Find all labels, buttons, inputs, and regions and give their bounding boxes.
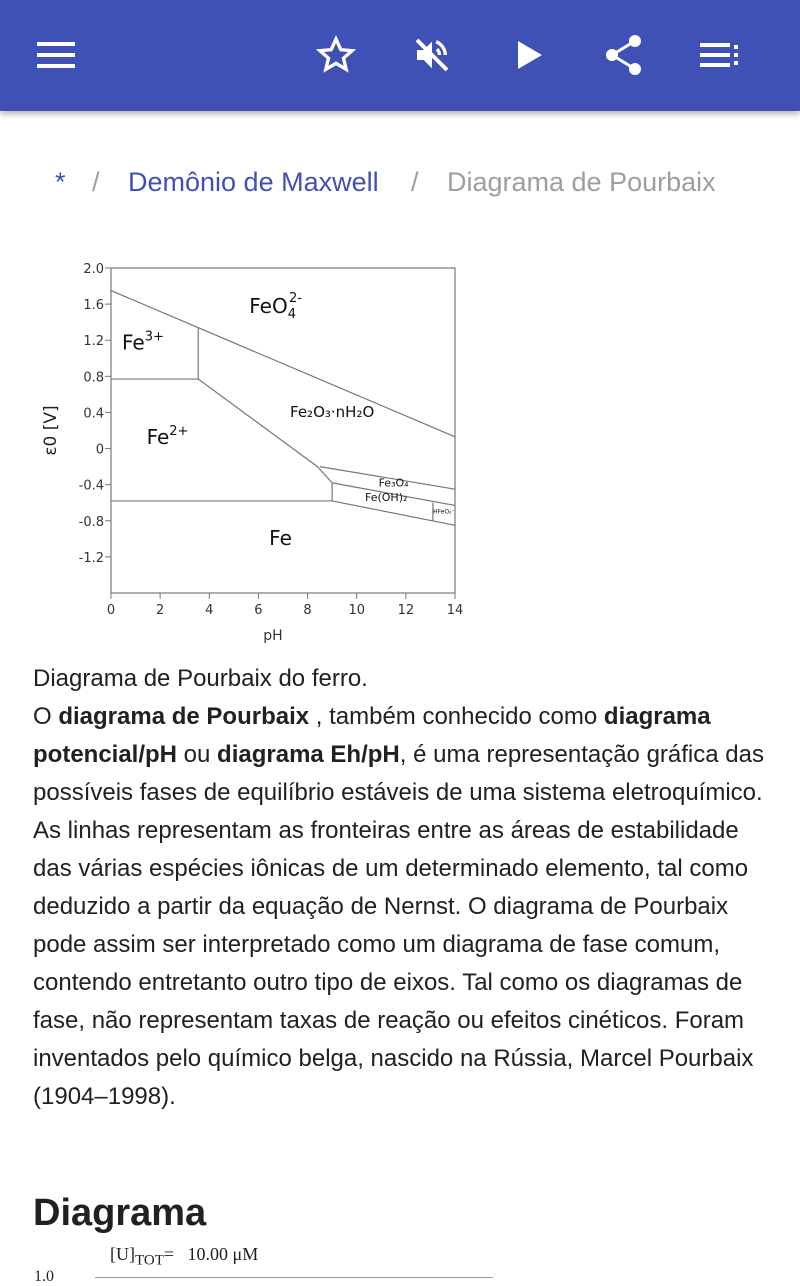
- breadcrumb-separator: /: [92, 166, 100, 197]
- region-label: Fe(OH)₂: [364, 490, 408, 504]
- y-tick-label: -0.8: [78, 514, 104, 530]
- figure-label: $[U]_{TOT}= 10.00$ μM: [110, 1244, 259, 1269]
- x-tick-label: 6: [254, 603, 263, 618]
- x-tick-label: 0: [106, 603, 116, 618]
- star-icon[interactable]: [310, 29, 362, 81]
- region-label: Fe₂O₃·nH₂O: [290, 402, 375, 421]
- region-label: HFeO₂⁻: [433, 508, 455, 516]
- region-label: $Fe^{2+}$: [146, 424, 189, 450]
- pourbaix-diagram: [30, 255, 470, 650]
- intro-paragraph: O diagrama de Pourbaix , também conhecido como diagrama potencial/pH ou diagrama Eh/pH, é uma representação gráfica das possíveis fases de equilíbrio estáveis de uma sistema eletroquímico. As linhas representam as fronteiras entre as áreas de estabilidade das várias espécies iônicas de um determinado elemento, tal como deduzido a partir da equação de Nernst. O diagrama de Pourbaix pode assim ser interpretado como um diagrama de fase comum, contendo entretanto outro tipo de eixos. Tal como os diagramas de fase, não representam taxas de reação ou efeitos cinéticos. Foram inventados pelo químico belga, nascido na Rússia, Marcel Pourbaix (1904–1998).: [33, 703, 764, 1110]
- section-heading: Diagrama: [33, 1192, 207, 1234]
- playlist-icon[interactable]: [694, 29, 746, 81]
- y-axis-label: ε0 [V]: [41, 405, 61, 456]
- breadcrumb-parent[interactable]: Demônio de Maxwell: [128, 166, 379, 197]
- x-axis-label: pH: [263, 628, 283, 644]
- x-tick-label: 8: [303, 603, 312, 618]
- y-tick-label: 0.4: [83, 406, 104, 422]
- x-tick-label: 10: [348, 603, 365, 618]
- boundary-line: [198, 379, 332, 483]
- x-tick-label: 4: [205, 603, 214, 618]
- y-tick-label: -1.2: [78, 550, 104, 566]
- x-tick-label: 2: [156, 603, 165, 618]
- app-bar: [0, 0, 800, 111]
- breadcrumb-home[interactable]: *: [55, 166, 66, 197]
- share-icon[interactable]: [598, 29, 650, 81]
- y-tick-label: -0.4: [78, 478, 104, 494]
- region-label: Fe: [269, 526, 292, 551]
- x-tick-label: 12: [397, 603, 415, 618]
- figure-caption: Diagrama de Pourbaix do ferro.: [33, 665, 368, 692]
- y-tick-label: 1.2: [83, 334, 104, 350]
- breadcrumb-current: Diagrama de Pourbaix: [447, 166, 716, 197]
- region-label: $Fe^{3+}$: [121, 329, 164, 355]
- y-tick-label: 2.0: [83, 262, 104, 277]
- breadcrumb-separator: /: [411, 166, 419, 197]
- y-tick-label: 1.6: [83, 298, 104, 314]
- figure-axis-line: [95, 1277, 493, 1278]
- region-label: Fe₃O₄: [378, 476, 409, 490]
- x-tick-label: 14: [446, 603, 464, 618]
- region-label: FeO$_4$2-: [249, 291, 302, 323]
- play-icon[interactable]: [504, 29, 556, 81]
- y-tick-label: 0: [95, 442, 104, 458]
- figure-ytick: 1.0: [34, 1268, 54, 1285]
- menu-icon[interactable]: [30, 29, 82, 81]
- y-tick-label: 0.8: [83, 370, 104, 386]
- article-body: [33, 660, 778, 1116]
- volume-off-icon[interactable]: [406, 29, 458, 81]
